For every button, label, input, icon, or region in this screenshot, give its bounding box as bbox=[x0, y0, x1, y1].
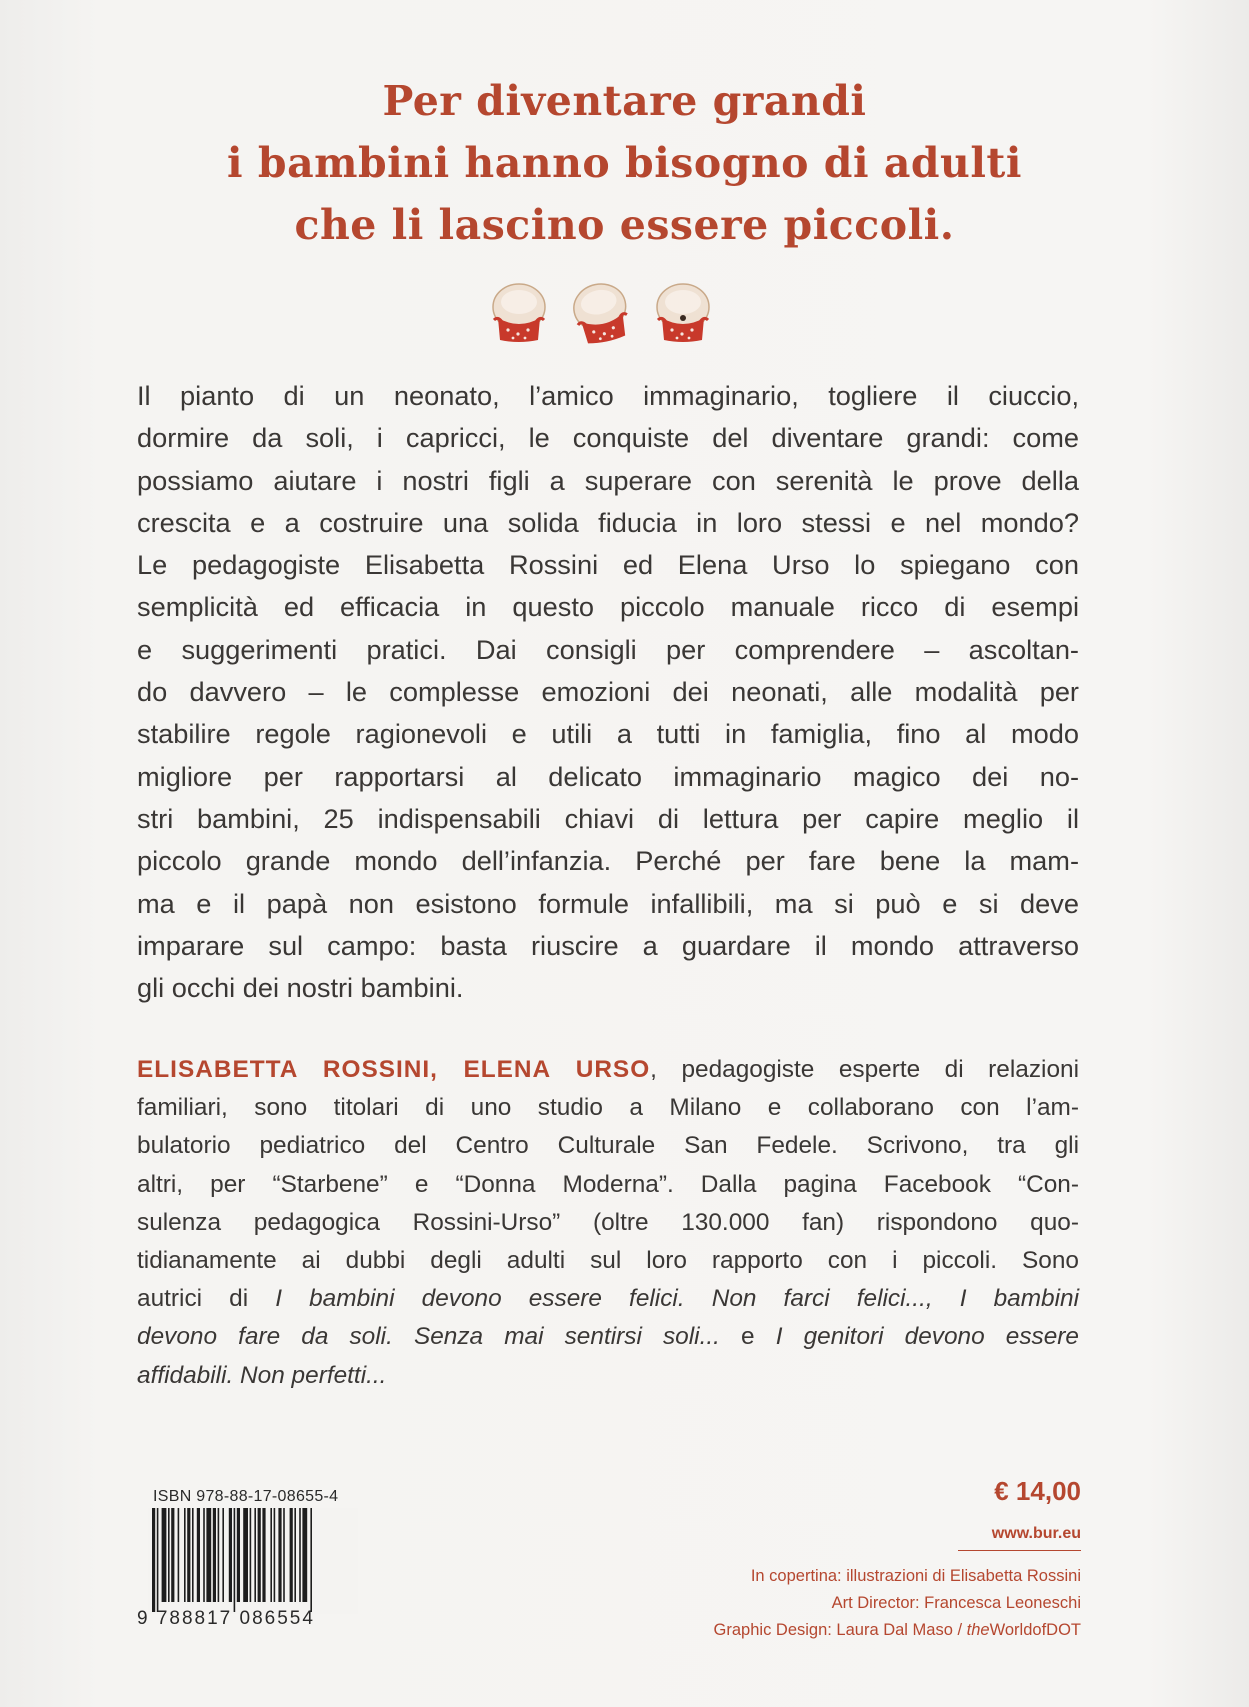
barcode-bar bbox=[274, 1508, 276, 1602]
credit-line bbox=[714, 1617, 1081, 1644]
author-bio-line bbox=[137, 1051, 1079, 1089]
blurb-line: semplicità ed efficacia in questo piccolo manuale ricco di esempi bbox=[137, 591, 1079, 623]
baby-figure-icon bbox=[564, 274, 638, 351]
barcode-bar bbox=[184, 1508, 186, 1602]
author-names: ELISABETTA ROSSINI, ELENA URSO bbox=[137, 1056, 651, 1083]
blurb-line: e suggerimenti pratici. Dai consigli per comprendere – ascoltan- bbox=[137, 633, 1079, 665]
author-bio bbox=[137, 1051, 1079, 1395]
barcode-bar bbox=[152, 1508, 155, 1612]
barcode-bar bbox=[187, 1508, 190, 1602]
barcode-bar bbox=[299, 1508, 301, 1602]
credit-studio-name: WorldofDOT bbox=[989, 1621, 1081, 1639]
barcode-bar bbox=[278, 1508, 281, 1602]
book-title: I bambini devono essere felici. Non farci felici..., I bambini bbox=[275, 1285, 1080, 1313]
blurb-line: gli occhi dei nostri bambini. bbox=[137, 972, 464, 1004]
barcode-icon bbox=[148, 1508, 358, 1614]
author-bio-line: familiari, sono titolari di uno studio a Milano e collaborano con l’am- bbox=[137, 1094, 1079, 1122]
publisher-website[interactable]: www.bur.eu bbox=[991, 1525, 1081, 1542]
barcode-bar bbox=[192, 1508, 194, 1602]
barcode-bar bbox=[254, 1508, 256, 1602]
book-title: affidabili. Non perfetti... bbox=[137, 1361, 387, 1389]
tagline bbox=[0, 70, 1249, 256]
author-bio-text: e bbox=[719, 1323, 776, 1351]
blurb-line: Le pedagogiste Elisabetta Rossini ed Elena Urso lo spiegano con bbox=[137, 549, 1079, 581]
barcode-bar bbox=[237, 1508, 240, 1602]
blurb-line: stri bambini, 25 indispensabili chiavi di lettura per capire meglio il bbox=[137, 802, 1079, 834]
blurb-line: crescita e a costruire una solida fiducia in loro stessi e nel mondo? bbox=[137, 506, 1079, 538]
tagline-line: Per diventare grandi bbox=[382, 77, 867, 125]
barcode-bar bbox=[171, 1508, 174, 1602]
barcode-bar bbox=[243, 1508, 248, 1602]
author-bio-line: altri, per “Starbene” e “Donna Moderna”. Dalla pagina Facebook “Con- bbox=[137, 1170, 1079, 1198]
credit-line: In copertina: illustrazioni di Elisabetta Rossini bbox=[750, 1567, 1081, 1585]
barcode-bar bbox=[222, 1508, 224, 1602]
blurb-line: stabilire regole ragionevoli e utili a tutti in famiglia, fino al modo bbox=[137, 718, 1079, 750]
tagline-line: i bambini hanno bisogno di adulti bbox=[227, 139, 1022, 187]
baby-figure-icon bbox=[488, 280, 550, 346]
barcode-bar bbox=[206, 1508, 211, 1602]
barcode-bar bbox=[290, 1508, 293, 1602]
barcode-bar bbox=[250, 1508, 252, 1602]
tagline-line: che li lascino essere piccoli. bbox=[294, 201, 955, 249]
illustration-row bbox=[488, 280, 718, 350]
author-bio-line bbox=[137, 1318, 1079, 1356]
barcode-bar bbox=[168, 1508, 170, 1602]
author-bio-line: bulatorio pediatrico del Centro Culturale San Fedele. Scrivono, tra gli bbox=[137, 1132, 1079, 1160]
barcode-bar bbox=[234, 1508, 236, 1612]
isbn-label: ISBN 978-88-17-08655-4 bbox=[153, 1488, 339, 1505]
barcode-bar bbox=[270, 1508, 272, 1602]
credits bbox=[714, 1563, 1081, 1644]
barcode-bar bbox=[310, 1508, 312, 1612]
barcode-bar bbox=[178, 1508, 180, 1602]
credit-line: Art Director: Francesca Leoneschi bbox=[831, 1594, 1081, 1612]
barcode-bar bbox=[258, 1508, 261, 1602]
author-bio-line: tidianamente ai dubbi degli adulti sul loro rapporto con i piccoli. Sono bbox=[137, 1246, 1079, 1274]
blurb-line: possiamo aiutare i nostri figli a superare con serenità le prove della bbox=[137, 464, 1079, 496]
blurb-line: Il pianto di un neonato, l’amico immaginario, togliere il ciuccio, bbox=[137, 380, 1079, 411]
blurb-line: ma e il papà non esistono formule infallibili, ma si può e si deve bbox=[137, 887, 1079, 919]
barcode-bar bbox=[229, 1508, 232, 1602]
barcode-bar bbox=[262, 1508, 265, 1602]
baby-figure-icon bbox=[652, 280, 714, 346]
barcode-digits: 9 788817 086554 bbox=[137, 1608, 315, 1629]
blurb-line: do davvero – le complesse emozioni dei neonati, alle modalità per bbox=[137, 676, 1079, 708]
price: € 14,00 bbox=[994, 1476, 1081, 1506]
author-bio-line: sulenza pedagogica Rossini-Urso” (oltre 130.000 fan) rispondono quo- bbox=[137, 1208, 1079, 1236]
blurb-line: imparare sul campo: basta riuscire a guardare il mondo attraverso bbox=[137, 929, 1079, 961]
author-bio-text: autrici di bbox=[137, 1285, 276, 1313]
barcode-bar bbox=[162, 1508, 167, 1602]
blurb-line: piccolo grande mondo dell’infanzia. Perché per fare bene la mam- bbox=[137, 845, 1079, 877]
blurb bbox=[137, 375, 1079, 1009]
barcode-bar bbox=[283, 1508, 285, 1602]
barcode-bar bbox=[157, 1508, 159, 1612]
book-title: devono fare da soli. Senza mai sentirsi soli... bbox=[137, 1323, 720, 1351]
blurb-line: dormire da soli, i capricci, le conquiste del diventare grandi: come bbox=[137, 422, 1079, 454]
author-bio-text: , pedagogiste esperte di relazioni bbox=[650, 1056, 1079, 1083]
barcode-bar bbox=[218, 1508, 220, 1602]
barcode-bar bbox=[213, 1508, 216, 1602]
author-bio-line bbox=[137, 1280, 1079, 1318]
divider bbox=[958, 1550, 1081, 1551]
blurb-line: migliore per rapportarsi al delicato immaginario magico dei no- bbox=[137, 760, 1079, 792]
credit-text: Graphic Design: Laura Dal Maso / bbox=[713, 1621, 967, 1639]
book-title: I genitori devono essere bbox=[775, 1323, 1079, 1351]
barcode-bar bbox=[197, 1508, 200, 1602]
credit-studio-prefix: the bbox=[966, 1621, 990, 1639]
barcode-bar bbox=[302, 1508, 307, 1602]
barcode-bar bbox=[203, 1508, 205, 1602]
barcode-bar bbox=[294, 1508, 296, 1602]
